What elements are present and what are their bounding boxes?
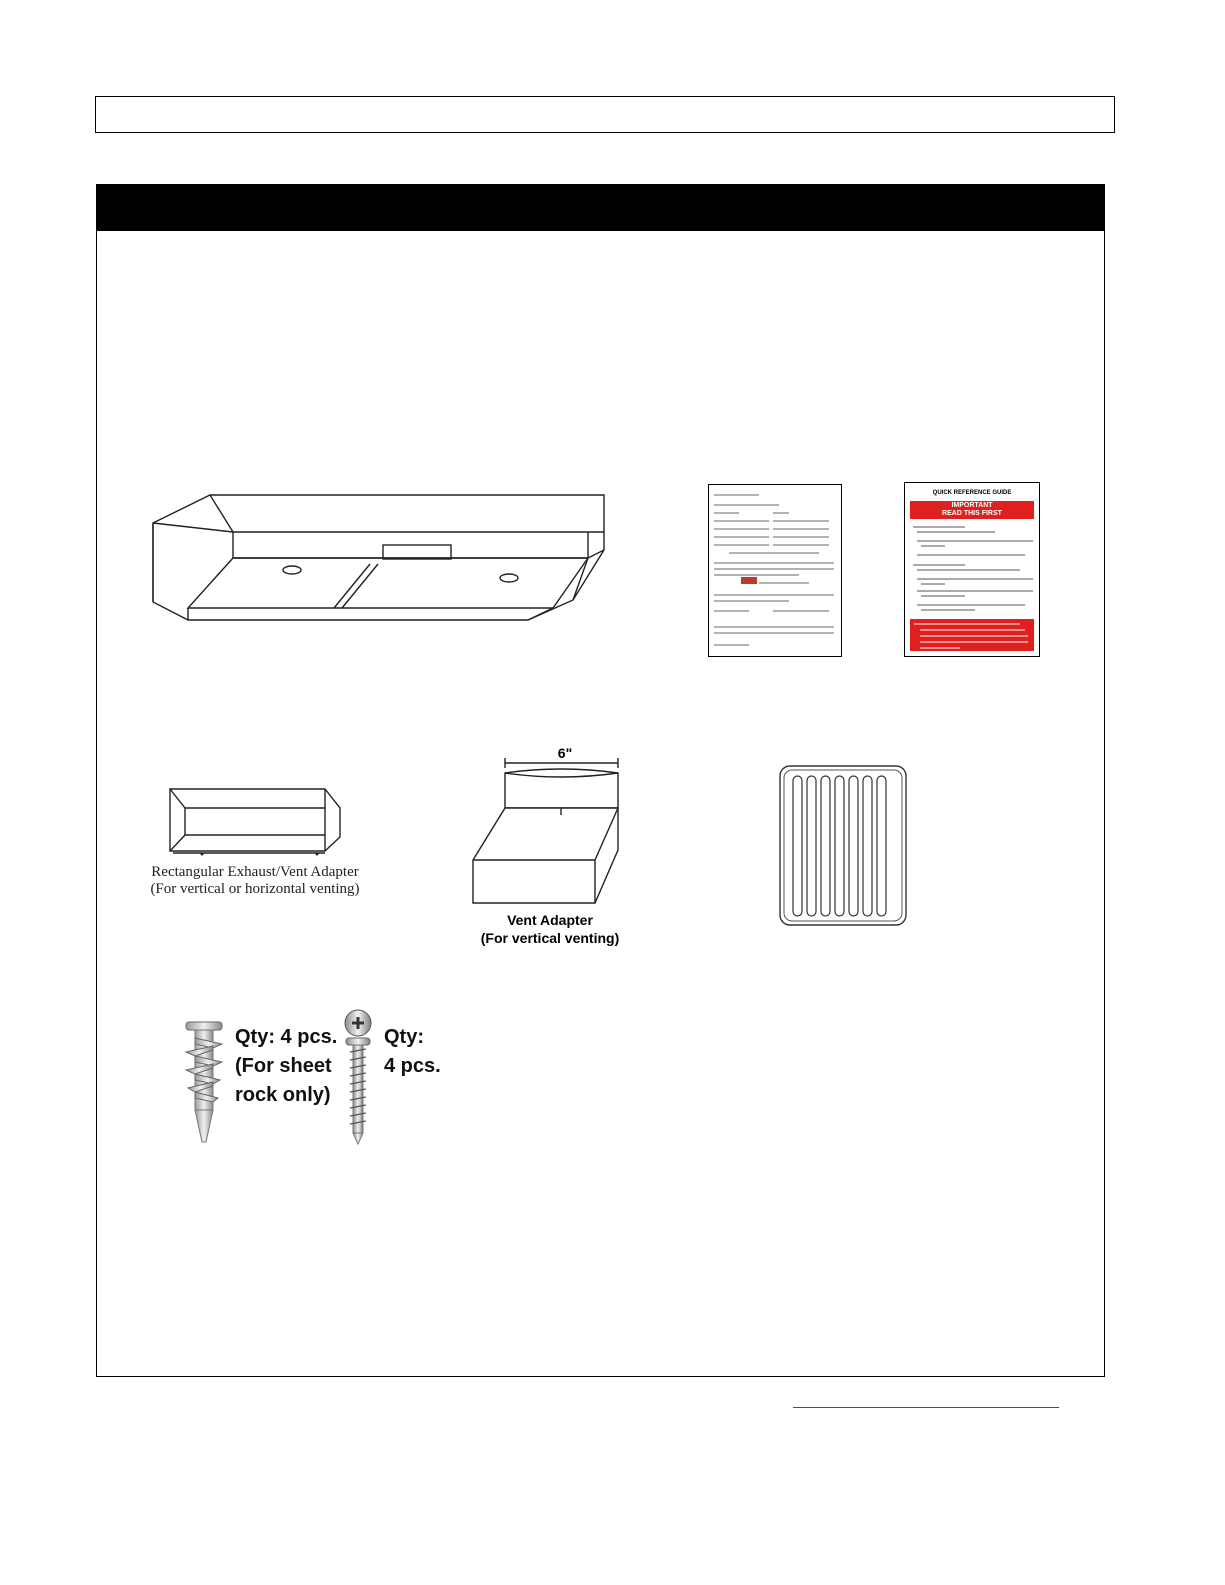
rect-adapter-caption-line1: Rectangular Exhaust/Vent Adapter (151, 864, 359, 880)
anchor-screws-qty (235, 1023, 337, 1110)
wood-screws-qty (384, 1023, 441, 1081)
drywall-anchor-icon (180, 1020, 228, 1145)
vent-adapter-caption (470, 911, 630, 947)
important-banner (910, 501, 1034, 519)
anchor-qty-line3: rock only) (235, 1084, 331, 1106)
pan-head-screw-icon (340, 1008, 376, 1146)
range-hood-illustration (148, 490, 618, 625)
vent-adapter-illustration (465, 755, 630, 915)
wood-qty-line2: 4 pcs. (384, 1055, 441, 1077)
important-banner-line2: READ THIS FIRST (942, 510, 1002, 517)
rect-adapter-caption-line2: (For vertical or horizontal venting) (150, 881, 360, 897)
page-header-box (95, 96, 1115, 133)
vent-adapter-dimension: 6" (557, 745, 573, 761)
anchor-qty-line2: (For sheet (235, 1055, 332, 1077)
guide-red-notice-block (910, 619, 1044, 653)
important-banner-line1: IMPORTANT (951, 502, 993, 509)
grease-filter-illustration (778, 764, 910, 929)
vent-adapter-caption-line1: Vent Adapter (507, 912, 593, 928)
vent-adapter-caption-line2: (For vertical venting) (480, 930, 620, 946)
warranty-card-document (708, 484, 842, 657)
footer-link-underline[interactable] (793, 1407, 1059, 1408)
guide-text-lines (905, 519, 1039, 614)
warranty-card-text-lines (709, 485, 841, 656)
wood-qty-line1: Qty: (384, 1026, 424, 1048)
anchor-qty-line1: Qty: 4 pcs. (235, 1026, 338, 1048)
quick-reference-guide-title: QUICK REFERENCE GUIDE (932, 490, 1012, 496)
rect-adapter-caption (120, 864, 390, 898)
panel-header-bar (97, 185, 1104, 231)
rectangular-vent-adapter-illustration (165, 783, 350, 863)
quick-reference-guide-document (904, 482, 1040, 657)
